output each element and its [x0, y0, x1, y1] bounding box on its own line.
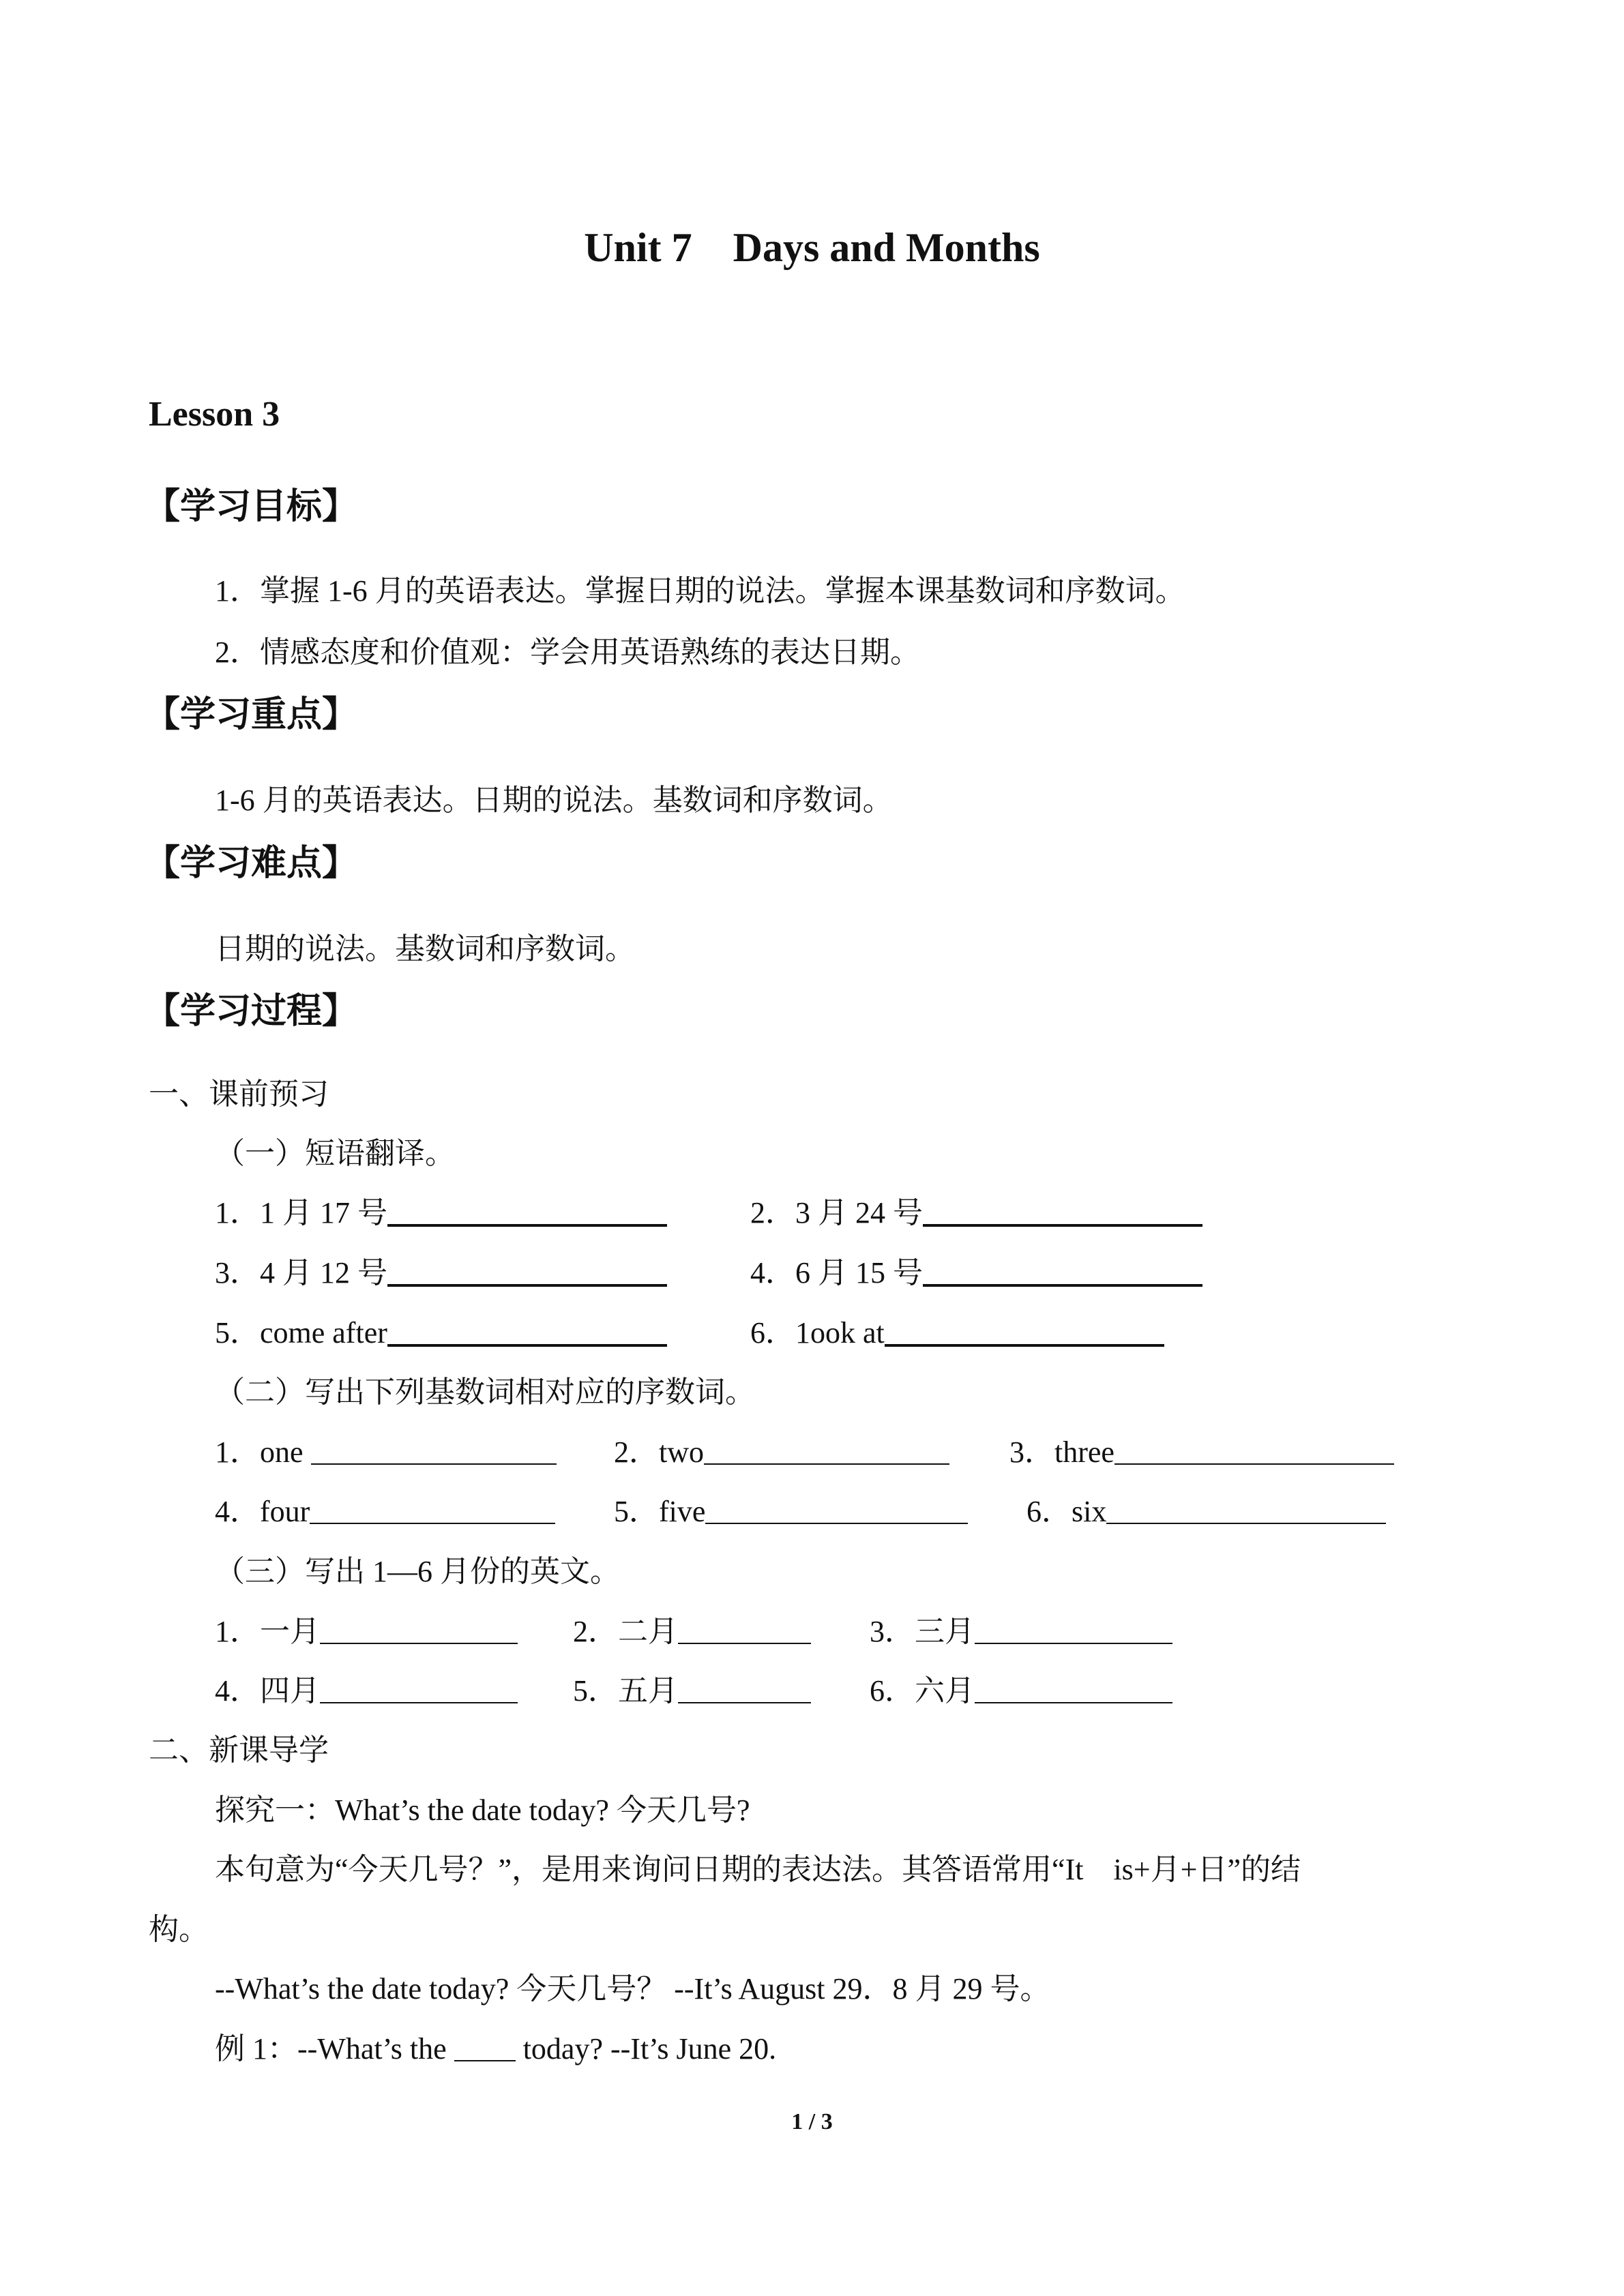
answer-blank[interactable] — [923, 1194, 1202, 1227]
explore-line: 探究一：What’s the date today? 今天几号? — [215, 1793, 750, 1827]
answer-blank[interactable] — [678, 1673, 811, 1703]
month-item-1: 1．一月 — [215, 1607, 518, 1650]
answer-blank[interactable] — [923, 1254, 1202, 1287]
example-1: 例 1：--What’s the today? --It’s June 20. — [215, 2032, 777, 2066]
answer-blank[interactable] — [975, 1614, 1172, 1644]
month-item-3: 3．三月 — [870, 1607, 1172, 1650]
ordinal-item-2: 2．two — [614, 1427, 949, 1471]
answer-blank[interactable] — [387, 1314, 667, 1347]
goals-heading: 【学习目标】 — [145, 486, 358, 527]
answer-blank[interactable] — [678, 1614, 811, 1644]
month-item-4: 4．四月 — [215, 1666, 518, 1710]
answer-blank[interactable] — [454, 2031, 516, 2061]
phrase-item-4: 4．6 月 15 号 — [750, 1248, 1202, 1292]
sub3-title: （三）写出 1—6 月份的英文。 — [215, 1555, 620, 1588]
month-item-6: 6．六月 — [870, 1666, 1172, 1710]
answer-blank[interactable] — [310, 1494, 555, 1524]
difficulties-heading: 【学习难点】 — [145, 843, 358, 884]
difficulties-text: 日期的说法。基数词和序数词。 — [215, 932, 635, 966]
explain-line-cont: 构。 — [149, 1913, 209, 1946]
answer-blank[interactable] — [311, 1435, 557, 1465]
month-item-2: 2．二月 — [573, 1607, 811, 1650]
answer-blank[interactable] — [975, 1673, 1172, 1703]
lesson-heading: Lesson 3 — [149, 395, 280, 434]
answer-blank[interactable] — [387, 1254, 667, 1287]
answer-blank[interactable] — [1114, 1435, 1394, 1465]
ordinal-item-4: 4．four — [215, 1487, 555, 1530]
ordinal-item-5: 5．five — [614, 1487, 968, 1530]
answer-blank[interactable] — [704, 1435, 949, 1465]
phrase-item-3: 3．4 月 12 号 — [215, 1248, 667, 1292]
part2-title: 二、新课导学 — [149, 1733, 329, 1767]
example-dialog: --What’s the date today? 今天几号？ --It’s August 29．8 月 29 号。 — [215, 1972, 1050, 2006]
part1-title: 一、课前预习 — [149, 1077, 329, 1111]
phrase-item-2: 2．3 月 24 号 — [750, 1188, 1202, 1232]
page-number: 1 / 3 — [791, 2109, 833, 2134]
phrase-item-1: 1．1 月 17 号 — [215, 1188, 667, 1232]
explain-line: 本句意为“今天几号？”，是用来询问日期的表达法。其答语常用“It is+月+日”的结 — [215, 1853, 1301, 1886]
key-points-text: 1-6 月的英语表达。日期的说法。基数词和序数词。 — [215, 784, 893, 817]
answer-blank[interactable] — [320, 1614, 518, 1644]
goal-item: 1．掌握 1-6 月的英语表达。掌握日期的说法。掌握本课基数词和序数词。 — [215, 574, 1185, 608]
sub2-title: （二）写出下列基数词相对应的序数词。 — [215, 1375, 755, 1409]
ordinal-item-1: 1．one — [215, 1427, 557, 1471]
answer-blank[interactable] — [320, 1673, 518, 1703]
goal-item: 2．情感态度和价值观：学会用英语熟练的表达日期。 — [215, 636, 920, 669]
key-points-heading: 【学习重点】 — [145, 694, 358, 735]
answer-blank[interactable] — [1106, 1494, 1386, 1524]
answer-blank[interactable] — [387, 1194, 667, 1227]
page-title: Unit 7 Days and Months — [584, 225, 1040, 270]
sub1-title: （一）短语翻译。 — [215, 1137, 455, 1170]
process-heading: 【学习过程】 — [145, 991, 358, 1032]
month-item-5: 5．五月 — [573, 1666, 811, 1710]
ordinal-item-6: 6．six — [1027, 1487, 1386, 1530]
ordinal-item-3: 3．three — [1009, 1427, 1394, 1471]
answer-blank[interactable] — [885, 1314, 1164, 1347]
phrase-item-5: 5．come after — [215, 1308, 667, 1352]
answer-blank[interactable] — [705, 1494, 968, 1524]
phrase-item-6: 6．1ook at — [750, 1308, 1164, 1352]
